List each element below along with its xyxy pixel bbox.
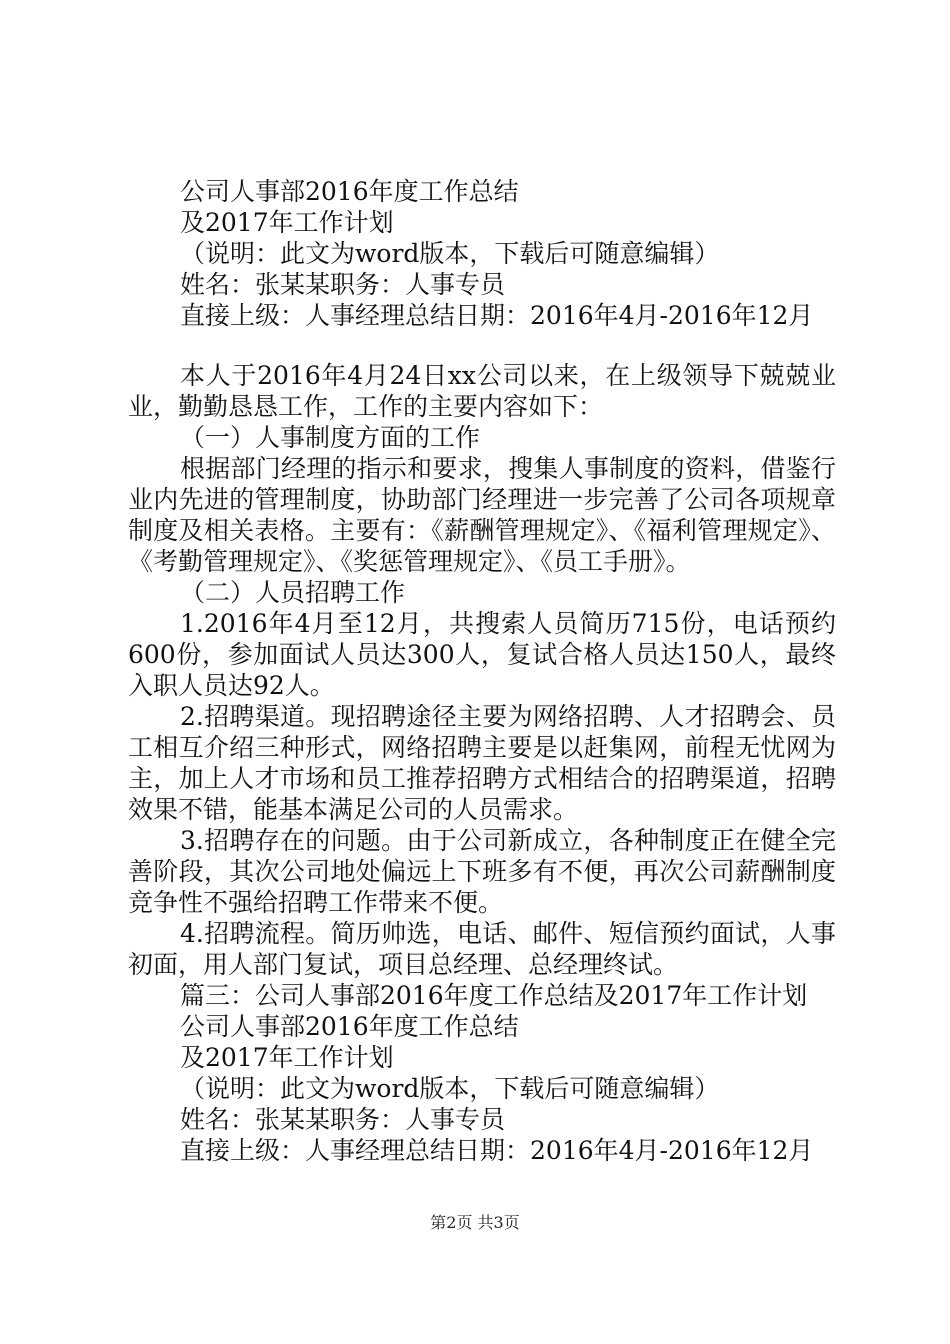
page-number-indicator: 第2页 共3页 — [430, 1213, 520, 1232]
intro-paragraph: 本人于2016年4月24日xx公司以来，在上级领导下兢兢业业，勤勤恳恳工作，工作的主要内容如下： — [128, 361, 836, 421]
edit-note: （说明：此文为word版本，下载后可随意编辑） — [180, 239, 720, 268]
document-title-line1: 公司人事部2016年度工作总结 — [180, 177, 519, 206]
recruitment-item-3: 3.招聘存在的问题。由于公司新成立，各种制度正在健全完善阶段，其次公司地处偏远上下班多有不便，再次公司薪酬制度竞争性不强给招聘工作带来不便。 — [128, 826, 836, 917]
chapter3-heading: 篇三：公司人事部2016年度工作总结及2017年工作计划 — [180, 981, 808, 1010]
recruitment-item-1: 1.2016年4月至12月，共搜索人员简历715份，电话预约600份，参加面试人员达300人，复试合格人员达150人，最终入职人员达92人。 — [128, 609, 836, 700]
section1-paragraph: 根据部门经理的指示和要求，搜集人事制度的资料，借鉴行业内先进的管理制度，协助部门经理进一步完善了公司各项规章制度及相关表格。主要有：《薪酬管理规定》、《福利管理规定》、《考勤管理规定》、《奖惩管理规定》、《员工手册》。 — [128, 454, 836, 576]
recruitment-item-4: 4.招聘流程。简历帅选，电话、邮件、短信预约面试，人事初面，用人部门复试，项目总经理、总经理终试。 — [128, 919, 836, 979]
repeat-title-line1: 公司人事部2016年度工作总结 — [180, 1012, 519, 1041]
repeat-title-line2: 及2017年工作计划 — [180, 1043, 394, 1072]
document-body — [128, 360, 836, 1166]
repeat-name-position-line: 姓名：张某某职务：人事专员 — [180, 1105, 506, 1134]
repeat-edit-note: （说明：此文为word版本，下载后可随意编辑） — [180, 1074, 720, 1103]
supervisor-date-line: 直接上级：人事经理总结日期：2016年4月-2016年12月 — [180, 301, 814, 330]
repeat-supervisor-date-line: 直接上级：人事经理总结日期：2016年4月-2016年12月 — [180, 1136, 814, 1165]
name-position-line: 姓名：张某某职务：人事专员 — [180, 270, 506, 299]
section2-heading: （二）人员招聘工作 — [180, 578, 406, 607]
document-header — [128, 176, 836, 331]
section1-heading: （一）人事制度方面的工作 — [180, 423, 481, 452]
page-footer — [0, 1213, 950, 1233]
recruitment-item-2: 2.招聘渠道。现招聘途径主要为网络招聘、人才招聘会、员工相互介绍三种形式，网络招聘主要是以赶集网，前程无忧网为主，加上人才市场和员工推荐招聘方式相结合的招聘渠道，招聘效果不错，能基本满足公司的人员需求。 — [128, 702, 836, 824]
document-title-line2: 及2017年工作计划 — [180, 208, 394, 237]
